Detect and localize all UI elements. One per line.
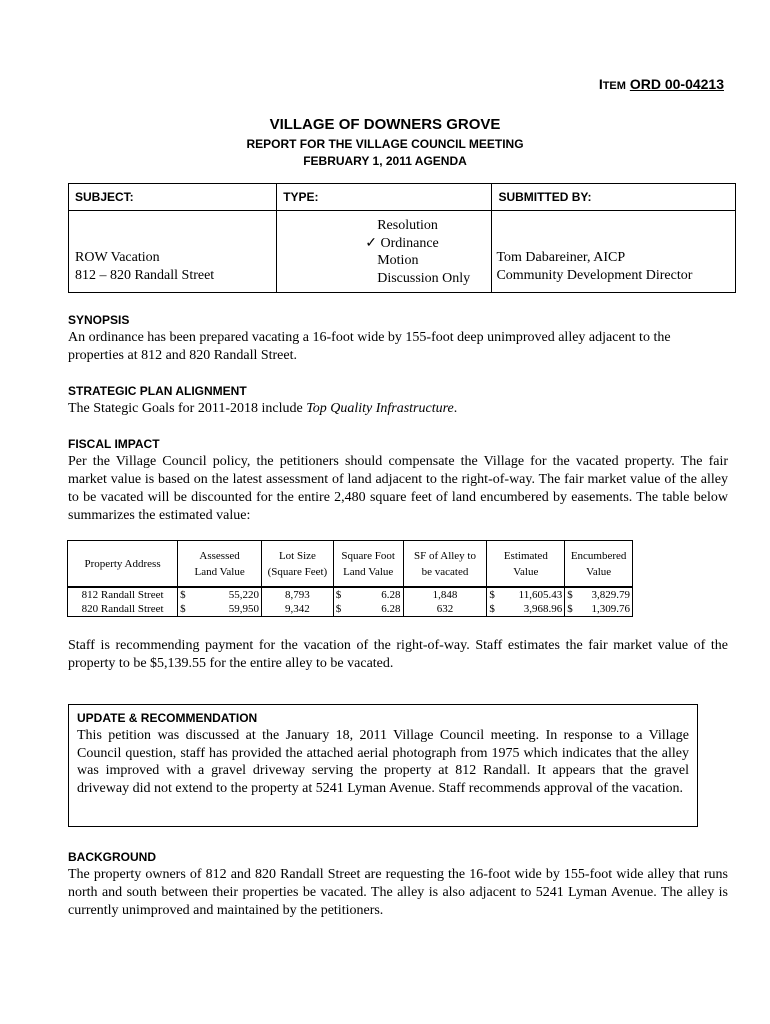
staff-note-section	[68, 637, 728, 673]
fiscal-section	[68, 437, 728, 525]
section-text: The Stategic Goals for 2011-2018 include Top Quality Infrastructure.	[68, 401, 458, 416]
staff-note-text: Staff is recommending payment for the vacation of the right-of-way. Staff estimates the fair market value of the property to be $5,139.55 for the entire alley to be vacated.	[68, 638, 728, 671]
type-cell	[277, 211, 492, 293]
column-header: Property Address	[68, 541, 178, 588]
strategic-section	[68, 384, 728, 418]
subject-line: 812 – 820 Randall Street	[75, 267, 215, 283]
section-text: This petition was discussed at the January 18, 2011 Village Council meeting. In response to a Village Council question, staff has provided the attached aerial photograph from 1975 which indicates that the alley was improved with a gravel driveway serving the property at 812 Randall. It appears that the gravel driveway did not extend to the property at 5241 Lyman Avenue. Staff recommends approval of the vacation.	[77, 728, 689, 796]
submitter-title: Community Development Director	[496, 267, 693, 283]
section-text: The property owners of 812 and 820 Randall Street are requesting the 16-foot wide by 155-foot wide alley that runs north and south between their properties be vacated. The alley is also adjacent to 5241 Lyman Avenue. The alley is currently unimproved and maintained by the petitioners.	[68, 867, 728, 918]
submitter-name: Tom Dabareiner, AICP	[496, 250, 626, 265]
type-option-ordinance: ✓ Ordinance	[365, 235, 439, 251]
type-option-motion: Motion	[377, 253, 419, 268]
column-header: Assessed Land Value	[178, 541, 262, 588]
agenda-date: FEBRUARY 1, 2011 AGENDA	[303, 154, 467, 168]
document-subtitle: REPORT FOR THE VILLAGE COUNCIL MEETING	[246, 137, 524, 151]
update-recommendation-box	[68, 704, 698, 827]
value-table	[67, 540, 633, 617]
type-option-resolution: Resolution	[377, 218, 438, 233]
subject-line: ROW Vacation	[75, 250, 160, 265]
section-heading: SYNOPSIS	[68, 313, 130, 327]
section-text: Per the Village Council policy, the petitioners should compensate the Village for the vacated property. The fair market value is based on the latest assessment of land adjacent to the right-of-way. The fair market value of the alley to be vacated will be discounted for the entire 2,480 square feet of land encumbered by easements. The table below summarizes the estimated value:	[68, 454, 728, 523]
item-label: ITEM	[598, 76, 626, 92]
column-header: Lot Size (Square Feet)	[262, 541, 334, 588]
info-table	[68, 183, 736, 293]
synopsis-section	[68, 313, 728, 365]
subject-cell	[69, 211, 277, 293]
type-header: TYPE:	[277, 184, 492, 211]
section-heading: FISCAL IMPACT	[68, 437, 160, 451]
subject-header: SUBJECT:	[69, 184, 277, 211]
item-number	[430, 76, 724, 92]
type-option-discussion: Discussion Only	[377, 270, 471, 286]
column-header: Square Foot Land Value	[333, 541, 403, 588]
checkmark-icon: ✓	[365, 235, 377, 251]
document-title: VILLAGE OF DOWNERS GROVE	[269, 116, 501, 133]
column-header: SF of Alley to be vacated	[403, 541, 487, 588]
column-header: Estimated Value	[487, 541, 565, 588]
submitted-cell	[492, 211, 736, 293]
section-heading: STRATEGIC PLAN ALIGNMENT	[68, 384, 247, 398]
submitted-header: SUBMITTED BY:	[492, 184, 736, 211]
table-row: 820 Randall Street $ 59,950 9,342 $ 6.28 632 $ 3,968.96 $ 1,309.76	[68, 602, 633, 617]
section-heading: BACKGROUND	[68, 850, 156, 864]
section-heading: UPDATE & RECOMMENDATION	[77, 711, 258, 725]
section-text: An ordinance has been prepared vacating a 16-foot wide by 155-foot deep unimproved alley adjacent to the properties at 812 and 820 Randall Street.	[68, 330, 671, 363]
column-header: Encumbered Value	[565, 541, 633, 588]
item-ord-number: ORD 00-04213	[629, 76, 724, 92]
table-row: 812 Randall Street $ 55,220 8,793 $ 6.28 1,848 $ 11,605.43 $ 3,829.79	[68, 587, 633, 602]
background-section	[68, 850, 728, 920]
